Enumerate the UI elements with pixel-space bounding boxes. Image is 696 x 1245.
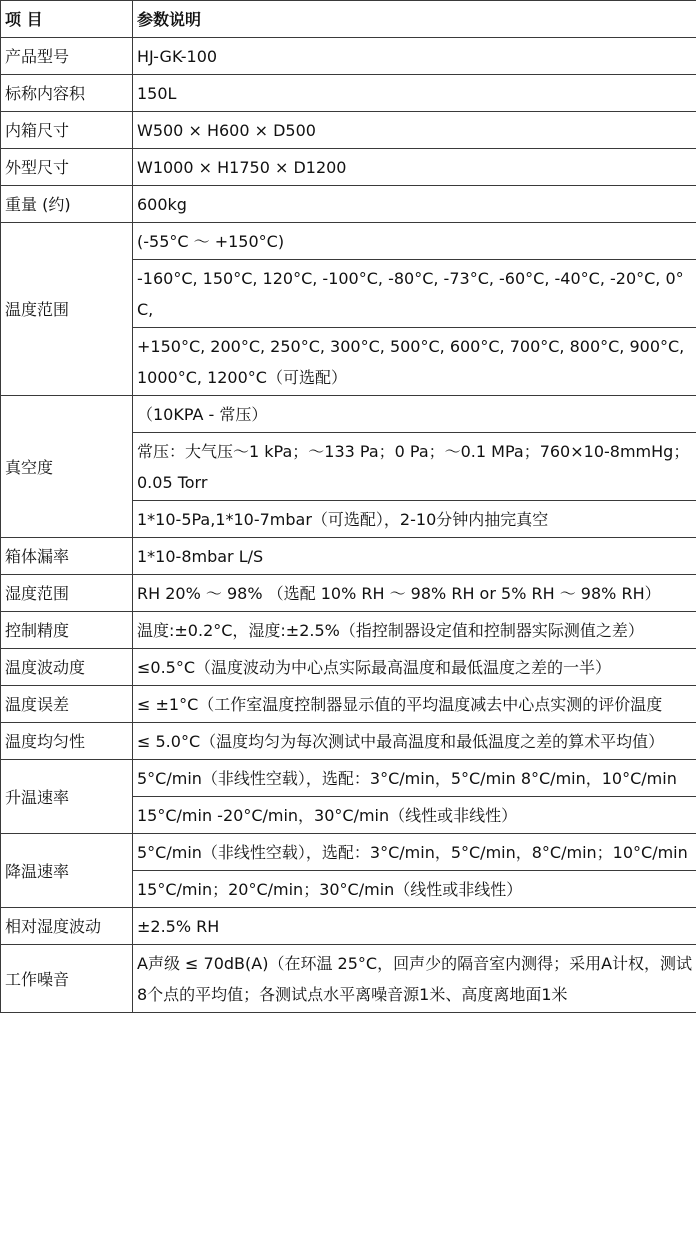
table-row (1, 575, 696, 612)
row-label: 升温速率 (1, 760, 133, 834)
row-value: 150L (133, 75, 696, 112)
row-value: HJ-GK-100 (133, 38, 696, 75)
row-label: 箱体漏率 (1, 538, 133, 575)
spec-body (1, 38, 696, 1013)
table-row (1, 834, 696, 871)
row-label: 工作噪音 (1, 945, 133, 1013)
row-value: ≤0.5°C（温度波动为中心点实际最高温度和最低温度之差的一半） (133, 649, 696, 686)
row-value: A声级 ≤ 70dB(A)（在环温 25°C，回声少的隔音室内测得；采用A计权，测试8个点的平均值；各测试点水平离噪音源1米、高度离地面1米 (133, 945, 696, 1013)
row-label: 温度波动度 (1, 649, 133, 686)
row-value: 常压：大气压～1 kPa；～133 Pa；0 Pa；～0.1 MPa；760×10-8mmHg；0.05 Torr (133, 433, 696, 501)
row-label: 温度均匀性 (1, 723, 133, 760)
table-row (1, 723, 696, 760)
row-label: 真空度 (1, 396, 133, 538)
row-value: 5°C/min（非线性空载），选配：3°C/min，5°C/min，8°C/min；10°C/min (133, 834, 696, 871)
row-value: 600kg (133, 186, 696, 223)
row-label: 内箱尺寸 (1, 112, 133, 149)
row-value: RH 20% ～ 98% （选配 10% RH ～ 98% RH or 5% RH ～ 98% RH） (133, 575, 696, 612)
table-row (1, 612, 696, 649)
row-value: +150°C, 200°C, 250°C, 300°C, 500°C, 600°C, 700°C, 800°C, 900°C, 1000°C, 1200°C（可选配） (133, 328, 696, 396)
row-value: -160°C, 150°C, 120°C, -100°C, -80°C, -73°C, -60°C, -40°C, -20°C, 0°C, (133, 260, 696, 328)
row-label: 相对湿度波动 (1, 908, 133, 945)
row-value: (-55°C ～ +150°C) (133, 223, 696, 260)
header-row (1, 1, 696, 38)
row-value: 15°C/min；20°C/min；30°C/min（线性或非线性） (133, 871, 696, 908)
table-row (1, 75, 696, 112)
row-value: W500 × H600 × D500 (133, 112, 696, 149)
row-label: 温度范围 (1, 223, 133, 396)
row-label: 控制精度 (1, 612, 133, 649)
row-label: 湿度范围 (1, 575, 133, 612)
row-label: 产品型号 (1, 38, 133, 75)
row-value: ±2.5% RH (133, 908, 696, 945)
table-row (1, 186, 696, 223)
row-value: 5°C/min（非线性空载），选配：3°C/min，5°C/min 8°C/min，10°C/min (133, 760, 696, 797)
row-label: 外型尺寸 (1, 149, 133, 186)
header-desc: 参数说明 (133, 1, 696, 38)
row-label: 降温速率 (1, 834, 133, 908)
row-label: 温度误差 (1, 686, 133, 723)
row-value: 1*10-8mbar L/S (133, 538, 696, 575)
row-value: （10KPA - 常压） (133, 396, 696, 433)
table-row (1, 908, 696, 945)
table-row (1, 396, 696, 433)
row-value: W1000 × H1750 × D1200 (133, 149, 696, 186)
row-value: 温度:±0.2°C，湿度:±2.5%（指控制器设定值和控制器实际测值之差） (133, 612, 696, 649)
row-label: 重量 (约) (1, 186, 133, 223)
table-row (1, 538, 696, 575)
table-row (1, 149, 696, 186)
row-value: 15°C/min -20°C/min，30°C/min（线性或非线性） (133, 797, 696, 834)
table-row (1, 686, 696, 723)
table-row (1, 112, 696, 149)
table-row (1, 38, 696, 75)
table-row (1, 760, 696, 797)
row-label: 标称内容积 (1, 75, 133, 112)
table-row (1, 223, 696, 260)
row-value: ≤ 5.0°C（温度均匀为每次测试中最高温度和最低温度之差的算术平均值） (133, 723, 696, 760)
row-value: 1*10-5Pa,1*10-7mbar（可选配），2-10分钟内抽完真空 (133, 501, 696, 538)
table-row (1, 649, 696, 686)
header-item: 项 目 (1, 1, 133, 38)
row-value: ≤ ±1°C（工作室温度控制器显示值的平均温度减去中心点实测的评价温度 (133, 686, 696, 723)
table-row (1, 945, 696, 1013)
